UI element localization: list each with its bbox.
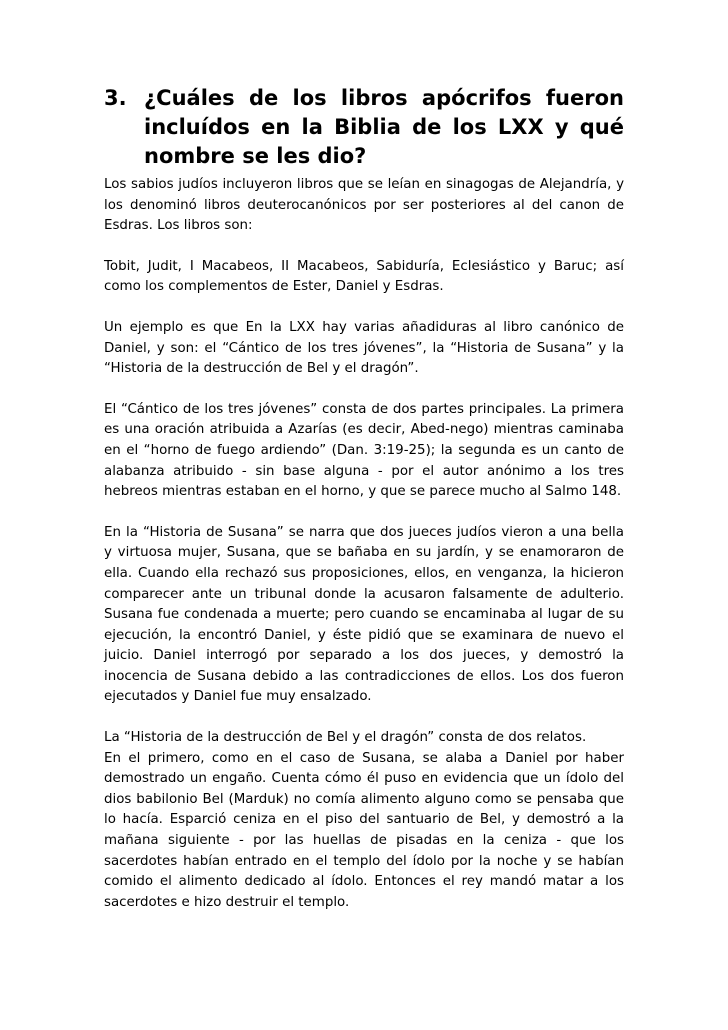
paragraph-susana: En la “Historia de Susana” se narra que dos jueces judíos vieron a una bella y virtuosa mujer, Susana, que se bañaba en su jardín, y se enamoraron de ella. Cuando ella rechazó sus proposiciones, ellos, en venganza, la hicieron comparecer ante un tribunal donde la acusaron falsamente de adulterio. Susana fue condenada a muerte; pero cuando se encaminaba al lugar de su ejecución, la encontró Daniel, y éste pidió que se examinara de nuevo el juicio. Daniel interrogó por separado a los dos jueces, y demostró la inocencia de Susana debido a las contradicciones de ellos. Los dos fueron ejecutados y Daniel fue muy ensalzado. <box>104 524 624 705</box>
paragraph-daniel-additions: Un ejemplo es que En la LXX hay varias añadiduras al libro canónico de Daniel, y son: el “Cántico de los tres jóvenes”, la “Historia de Susana” y la “Historia de la destrucción de Bel y el dragón”. <box>104 319 624 377</box>
section-heading <box>104 84 624 171</box>
heading-number: 3. <box>104 86 127 110</box>
paragraph-intro: Los sabios judíos incluyeron libros que se leían en sinagogas de Alejandría, y los denominó libros deuterocanónicos por ser posteriores al del canon de Esdras. Los libros son: <box>104 177 624 234</box>
paragraph-book-list: Tobit, Judit, I Macabeos, II Macabeos, Sabiduría, Eclesiástico y Baruc; así como los complementos de Ester, Daniel y Esdras. <box>104 258 624 295</box>
paragraph-bel-dragon-intro: La “Historia de la destrucción de Bel y el dragón” consta de dos relatos. <box>104 730 587 746</box>
heading-title: ¿Cuáles de los libros apócrifos fueron incluídos en la Biblia de los LXX y qué nombre se les dio? <box>144 86 624 168</box>
paragraph-cantico: El “Cántico de los tres jóvenes” consta de dos partes principales. La primera es una oración atribuida a Azarías (es decir, Abed-nego) mientras caminaba en el “horno de fuego ardiendo” (Dan. 3:19-25); la segunda es un canto de alabanza atribuido - sin base alguna - por el autor anónimo a los tres hebreos mientras estaban en el horno, y que se parece mucho al Salmo 148. <box>104 401 624 500</box>
paragraph-bel-first-story: En el primero, como en el caso de Susana, se alaba a Daniel por haber demostrado un engaño. Cuenta cómo él puso en evidencia que un ídolo del dios babilonio Bel (Marduk) no comía alimento alguno como se pensaba que lo hacía. Esparció ceniza en el piso del santuario de Bel, y demostró a la mañana siguiente - por las huellas de pisadas en la ceniza - que los sacerdotes habían entrado en el templo del ídolo por la noche y se habían comido el alimento dedicado al ídolo. Entonces el rey mandó matar a los sacerdotes e hizo destruir el templo. <box>104 750 624 910</box>
